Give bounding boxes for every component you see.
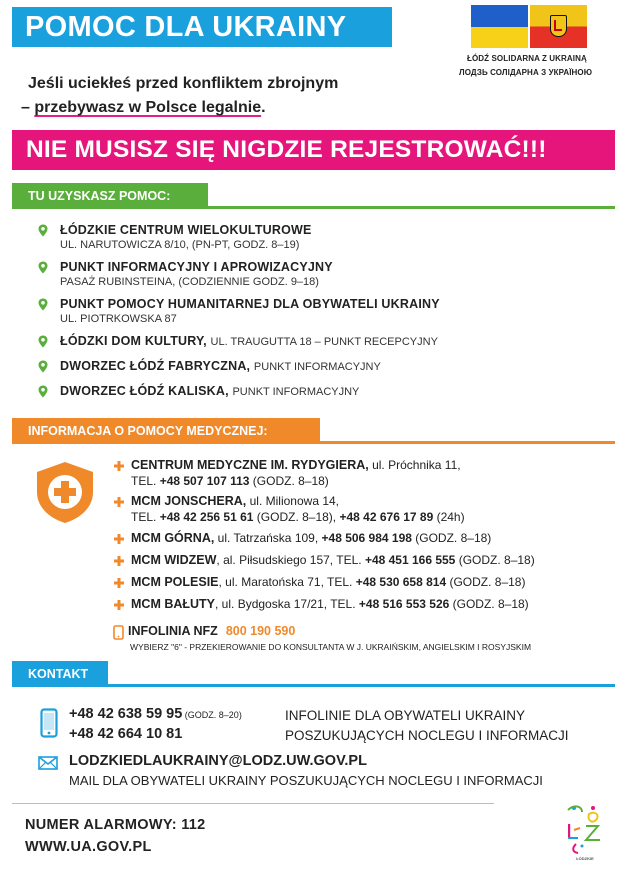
plus-icon [114,534,124,544]
help-place-detail: PUNKT INFORMACYJNY [232,386,360,398]
map-pin-icon [38,261,48,274]
help-place-detail: UL. TRAUGUTTA 18 – PUNKT RECEPCYJNY [210,336,438,348]
map-pin-icon [38,385,48,398]
medical-center-phone: TEL. +48 42 256 51 61 (GODZ. 8–18), +48 42 676 17 89 (24h) [131,510,465,524]
emergency-number: NUMER ALARMOWY: 112 [25,817,206,833]
help-place-name: PUNKT INFORMACYJNY I APROWIZACYJNY [60,260,333,274]
medical-shield-icon [32,459,98,525]
help-place-address: UL. NARUTOWICZA 8/10, (PN-PT, GODZ. 8–19) [60,239,300,251]
help-place-name: DWORZEC ŁÓDŹ KALISKA, PUNKT INFORMACYJNY [60,384,360,398]
footer-divider [12,803,494,804]
ukraine-flag-icon [471,5,528,48]
contact-email-description: MAIL DLA OBYWATELI UKRAINY POSZUKUJĄCYCH NOCLEGU I INFORMACJI [69,773,543,788]
medical-center-entry: MCM BAŁUTY, ul. Bydgoska 17/21, TEL. +48 516 553 526 (GODZ. 8–18) [131,597,529,611]
map-pin-icon [38,298,48,311]
solidarity-caption-ua: ЛОДЗЬ СОЛІДАРНА З УКРАЇНОЮ [459,68,593,77]
medical-center-entry: MCM WIDZEW, al. Piłsudskiego 157, TEL. +48 451 166 555 (GODZ. 8–18) [131,553,535,567]
no-registration-banner: NIE MUSISZ SIĘ NIGDZIE REJESTROWAĆ!!! [12,130,615,170]
plus-icon [114,556,124,566]
contact-phone-2: +48 42 664 10 81 [69,726,183,742]
map-pin-icon [38,224,48,237]
nfz-note: WYBIERZ "6" - PRZEKIEROWANIE DO KONSULTANTA W J. UKRAIŃSKIM, ANGIELSKIM I ROSYJSKIM [130,642,532,652]
plus-icon [114,497,124,507]
help-section-heading: TU UZYSKASZ POMOC: [12,183,208,209]
medical-section-heading: INFORMACJA O POMOCY MEDYCZNEJ: [12,418,320,444]
medical-center-entry: MCM GÓRNA, ul. Tatrzańska 109, +48 506 984 198 (GODZ. 8–18) [131,531,492,545]
intro-line-2: – przebywasz w Polsce legalnie. [21,99,266,116]
phone-icon [113,625,124,640]
help-place-detail: PUNKT INFORMACYJNY [253,361,381,373]
smartphone-icon [40,708,58,738]
lodzkie-logo [560,800,610,862]
help-place-name: PUNKT POMOCY HUMANITARNEJ DLA OBYWATELI UKRAINY [60,297,440,311]
legal-stay-text: przebywasz w Polsce legalnie [34,99,262,116]
plus-icon [114,578,124,588]
contact-section-divider [12,684,615,687]
mail-icon [38,756,58,770]
nfz-hotline: INFOLINIA NFZ 800 190 590 [128,624,296,638]
help-section-divider [12,206,615,209]
logo-caption: ŁÓDZKIE [576,856,594,861]
medical-center-entry: CENTRUM MEDYCZNE IM. RYDYGIERA, ul. Próchnika 11, [131,458,461,472]
page-title: POMOC DLA UKRAINY [12,7,392,47]
plus-icon [114,600,124,610]
plus-icon [114,461,124,471]
contact-section-heading: KONTAKT [12,661,108,687]
solidarity-caption-pl: ŁÓDŹ SOLIDARNA Z UKRAINĄ [467,54,587,63]
help-place-name: ŁÓDZKIE CENTRUM WIELOKULTUROWE [60,223,312,237]
medical-section-divider [12,441,615,444]
nfz-number: 800 190 590 [225,624,296,638]
website-url: WWW.UA.GOV.PL [25,839,152,855]
map-pin-icon [38,335,48,348]
contact-info-line-2: POSZUKUJĄCYCH NOCLEGU I INFORMACJI [285,728,569,743]
medical-center-phone: TEL. +48 507 107 113 (GODZ. 8–18) [131,474,329,488]
map-pin-icon [38,360,48,373]
contact-info-line-1: INFOLINIE DLA OBYWATELI UKRAINY [285,708,526,723]
help-place-address: UL. PIOTRKOWSKA 87 [60,313,177,325]
contact-email: LODZKIEDLAUKRAINY@LODZ.UW.GOV.PL [69,753,367,769]
intro-line-1: Jeśli uciekłeś przed konfliktem zbrojnym [28,75,339,92]
lodz-flag-icon [530,5,587,48]
help-place-name: ŁÓDZKI DOM KULTURY, UL. TRAUGUTTA 18 – PUNKT RECEPCYJNY [60,334,438,348]
contact-phone-1: +48 42 638 59 95 (GODZ. 8–20) [69,706,242,722]
help-place-name: DWORZEC ŁÓDŹ FABRYCZNA, PUNKT INFORMACYJNY [60,359,381,373]
help-place-address: PASAŻ RUBINSTEINA, (CODZIENNIE GODZ. 9–18) [60,276,319,288]
medical-center-entry: MCM JONSCHERA, ul. Milionowa 14, [131,494,340,508]
medical-center-entry: MCM POLESIE, ul. Maratońska 71, TEL. +48 530 658 814 (GODZ. 8–18) [131,575,526,589]
